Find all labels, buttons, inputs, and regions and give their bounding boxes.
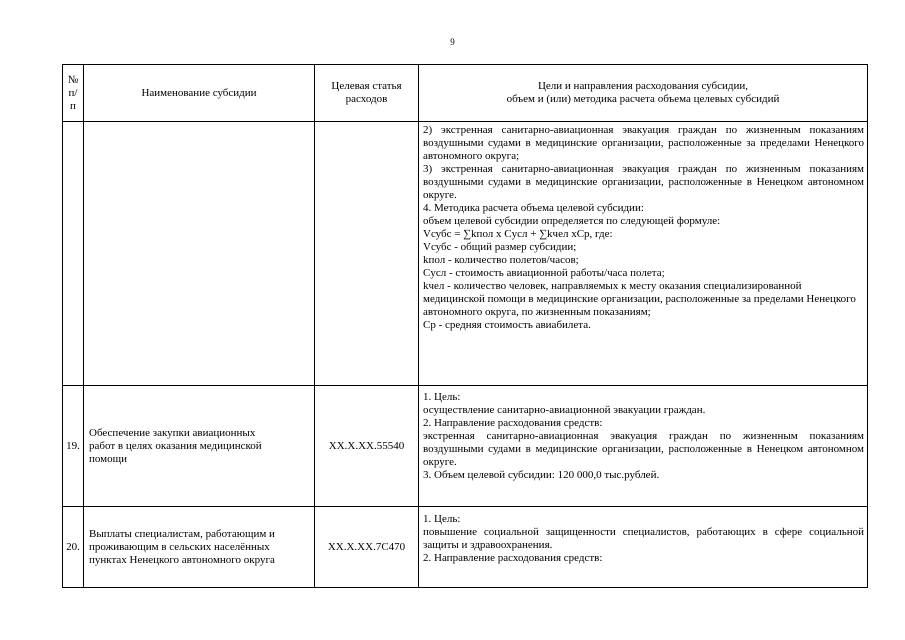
row-code-cell: ХХ.Х.ХХ.55540 bbox=[315, 386, 419, 507]
subsidies-table bbox=[62, 64, 868, 588]
row-name-cell bbox=[84, 122, 315, 386]
description-paragraph: экстренная санитарно-авиационная эвакуация граждан по жизненным показаниям воздушными судами в медицинские организации, расположенные в Ненецком автономном округе. bbox=[423, 430, 864, 468]
row-number-cell bbox=[63, 122, 84, 386]
description-paragraph: kпол - количество полетов/часов; bbox=[423, 254, 579, 266]
row-description-cell bbox=[419, 122, 868, 386]
table-row-continuation bbox=[63, 122, 868, 386]
description-paragraph: повышение социальной защищенности специалистов, работающих в сфере социальной защиты и здравоохранения. bbox=[423, 526, 864, 551]
description-paragraph: Vсубс - общий размер субсидии; bbox=[423, 241, 577, 253]
header-target-article: Целевая статья расходов bbox=[315, 65, 419, 122]
row-name-cell: Обеспечение закупки авиационных работ в целях оказания медицинской помощи bbox=[84, 386, 315, 507]
description-paragraph: kчел - количество человек, направляемых к месту оказания специализированной медицинской помощи в медицинские организации, расположенные за пределами Ненецкого автономного округа, по жизненным показаниям; bbox=[423, 280, 856, 318]
row-number-cell: 19. bbox=[63, 386, 84, 507]
description-paragraph: 1. Цель: bbox=[423, 391, 461, 403]
description-paragraph: осуществление санитарно-авиационной эвакуации граждан. bbox=[423, 404, 706, 416]
row-code-cell bbox=[315, 122, 419, 386]
description-paragraph: 3. Объем целевой субсидии: 120 000,0 тыс.рублей. bbox=[423, 469, 660, 481]
table-row-20 bbox=[63, 507, 868, 588]
row-description-cell bbox=[419, 507, 868, 588]
formula-line: Vсубс = ∑kпол х Cусл + ∑kчел хCp, где: bbox=[423, 228, 613, 240]
description-paragraph: 2. Направление расходования средств: bbox=[423, 417, 603, 429]
table-row-19 bbox=[63, 386, 868, 507]
description-paragraph: 2) экстренная санитарно-авиационная эвакуация граждан по жизненным показаниям воздушными судами в медицинские организации, расположенные за пределами Ненецкого автономного округа; bbox=[423, 124, 864, 162]
description-paragraph: 4. Методика расчета объема целевой субсидии: bbox=[423, 202, 644, 214]
header-number: № п/ п bbox=[63, 65, 84, 122]
description-paragraph: Cp - средняя стоимость авиабилета. bbox=[423, 319, 591, 331]
row-name-cell: Выплаты специалистам, работающим и проживающим в сельских населённых пунктах Ненецкого автономного округа bbox=[84, 507, 315, 588]
row-code-cell: ХХ.Х.ХХ.7С470 bbox=[315, 507, 419, 588]
description-paragraph: объем целевой субсидии определяется по следующей формуле: bbox=[423, 215, 721, 227]
description-paragraph: 1. Цель: bbox=[423, 513, 461, 525]
description-paragraph: 3) экстренная санитарно-авиационная эвакуация граждан по жизненным показаниям воздушными судами в медицинские организации, расположенные в Ненецком автономном округе. bbox=[423, 163, 864, 201]
header-goals-directions: Цели и направления расходования субсидии, объем и (или) методика расчета объема целевых субсидий bbox=[419, 65, 868, 122]
table-header-row bbox=[63, 65, 868, 122]
row-description-cell bbox=[419, 386, 868, 507]
row-number-cell: 20. bbox=[63, 507, 84, 588]
description-paragraph: Cусл - стоимость авиационной работы/часа полета; bbox=[423, 267, 665, 279]
header-subsidy-name: Наименование субсидии bbox=[84, 65, 315, 122]
page-number: 9 bbox=[450, 37, 455, 47]
description-paragraph: 2. Направление расходования средств: bbox=[423, 552, 603, 564]
